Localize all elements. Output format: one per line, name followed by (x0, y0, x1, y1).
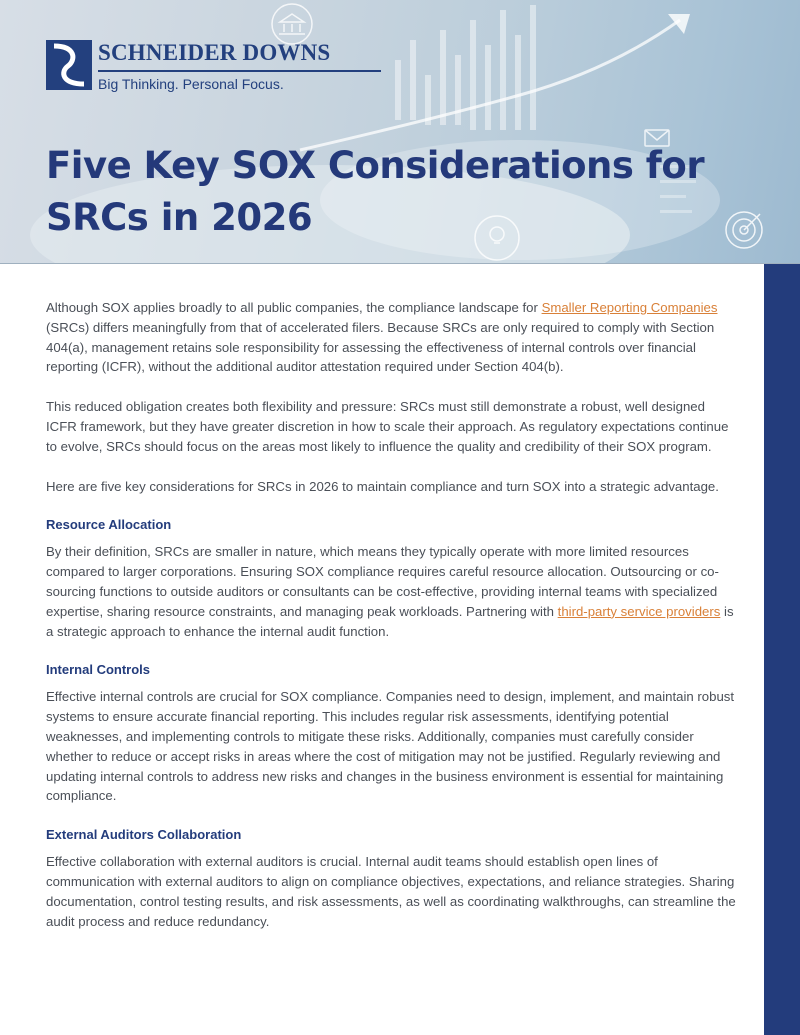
brand-tagline: Big Thinking. Personal Focus. (98, 76, 284, 92)
brand-name: SCHNEIDER DOWNS (98, 40, 331, 65)
intro-paragraph-2: This reduced obligation creates both flexibility and pressure: SRCs must still demonstrate a robust, well designed ICFR framework, but they have greater discretion in how to scale their approach. As regulatory expectations continue to evolve, SRCs should focus on the areas most likely to influence the quality and credibility of their SOX program. (46, 399, 729, 454)
section-paragraph: Effective collaboration with external auditors is crucial. Internal audit teams should establish open lines of communication with external auditors to align on compliance objectives, expectations, and reliance strategies. Sharing documentation, control testing results, and risk assessments, as well as coordinating walkthroughs, can streamline the audit process and reduce redundancy. (46, 854, 736, 929)
section-resource-allocation (46, 516, 738, 641)
section-external-auditors-collaboration (46, 826, 738, 931)
section-heading: Internal Controls (46, 662, 151, 678)
section-heading: External Auditors Collaboration (46, 827, 242, 843)
hero-divider (0, 263, 800, 264)
smaller-reporting-companies-link[interactable]: Smaller Reporting Companies (541, 300, 718, 315)
section-heading: Resource Allocation (46, 517, 172, 533)
section-internal-controls (46, 661, 738, 806)
brand-logo[interactable] (46, 40, 346, 92)
section-paragraph: By their definition, SRCs are smaller in nature, which means they typically operate with more limited resources compared to larger corporations. Ensuring SOX compliance requires careful resource allocation. Outsourcing or co-sourcing functions to outside auditors or consultants can be cost-effective, providing internal teams with specialized expertise, sharing resource constraints, and managing peak workloads. Partnering with third-party service providers is a strategic approach to enhance the internal audit function. (46, 544, 734, 639)
target-icon (726, 212, 762, 248)
section-paragraph: Effective internal controls are crucial for SOX compliance. Companies need to design, implement, and maintain robust systems to ensure accurate financial reporting. This includes regular risk assessments, identifying potential weaknesses, and implementing controls to mitigate these risks. Additionally, companies must carefully consider whether to reduce or accept risks in areas where the cost of mitigation may not be justified. Regularly reviewing and updating internal controls to address new risks and changes in the business environment is essential for maintaining compliance. (46, 689, 735, 804)
intro-paragraph-1: Although SOX applies broadly to all public companies, the compliance landscape for Smaller Reporting Companies (SRCs) differs meaningfully from that of accelerated filers. Because SRCs are only required to comply with Section 404(a), management retains sole responsibility for assessing the effectiveness of internal controls over financial reporting (ICFR), without the additional auditor attestation required under Section 404(b). (46, 300, 718, 375)
hero-banner (0, 0, 800, 264)
growth-arrow-icon (300, 14, 690, 150)
third-party-service-providers-link[interactable]: third-party service providers (557, 603, 721, 619)
side-accent-bar (764, 264, 800, 1035)
logo-mark-icon (46, 40, 92, 90)
bank-icon (272, 4, 312, 44)
page-title: Five Key SOX Considerations for SRCs in 2026 (46, 144, 705, 239)
brand-rule (98, 70, 381, 72)
intro-paragraph-3: Here are five key considerations for SRCs in 2026 to maintain compliance and turn SOX into a strategic advantage. (46, 478, 719, 494)
article-body (46, 298, 738, 951)
